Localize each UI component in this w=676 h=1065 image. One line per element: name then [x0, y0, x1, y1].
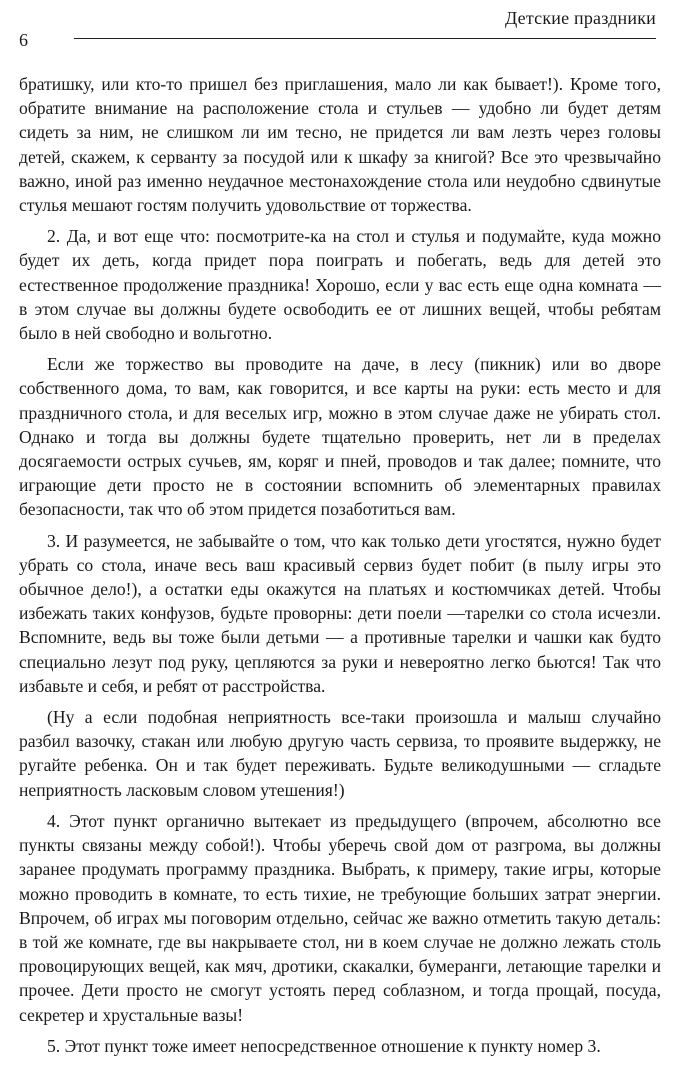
page-number: 6: [19, 30, 28, 50]
paragraph-item-4: 4. Этот пункт органично вытекает из предыдущего (впрочем, абсолютно все пункты связаны между собой!). Чтобы уберечь свой дом от разгрома, вы должны заранее продумать программу праздника. Выбрать, к примеру, такие игры, которые можно проводить в комнате, то есть тихие, не требующие больших затрат энергии. Впрочем, об играх мы поговорим отдельно, сейчас же важно отметить такую деталь: в той же комнате, где вы накрываете стол, ни в коем случае не должно лежать столь провоцирующих вещей, как мяч, дротики, скакалки, бумеранги, летающие тарелки и прочее. Дети просто не смогут устоять перед соблазном, и тогда прощай, посуда, секретер и хрустальные вазы!: [19, 810, 661, 1025]
paragraph-item-2: 2. Да, и вот еще что: посмотрите-ка на стол и стулья и подумайте, куда можно будет их деть, когда придет пора поиграть и побегать, ведь для детей это естественное продолжение праздника! Хорошо, если у вас есть еще одна комната — в этом случае вы должны будете освободить ее от лишних вещей, чтобы ребятам было в ней свободно и вольготно.: [19, 226, 661, 344]
header-rule: [74, 38, 656, 39]
paragraph-item-5: 5. Этот пункт тоже имеет непосредственное отношение к пункту номер 3.: [47, 1035, 601, 1056]
paragraph-item-3: 3. И разумеется, не забывайте о том, что как только дети угостятся, нужно будет убрать со стола, иначе весь ваш красивый сервиз будет побит (в пылу игры это обычное дело!), а остатки еды окажутся на платьях и костюмчиках детей. Чтобы избежать таких конфузов, будьте проворны: дети поели —тарелки со стола исчезли. Вспомните, ведь вы тоже были детьми — а противные тарелки и чашки как будто специально лезут под руку, цепляются за руки и невероятно легко бьются! Так что избавьте и себя, и ребят от расстройства.: [19, 530, 661, 696]
paragraph-continued: братишку, или кто-то пришел без приглашения, мало ли как бывает!). Кроме того, обратите внимание на расположение стола и стульев — удобно ли будет детям сидеть за ним, не слишком ли им тесно, не придется ли вам лезть через головы детей, скажем, к серванту за посудой или к шкафу за книгой? Все это чрезвычайно важно, иной раз именно неудачное местонахождение стола или неудобно сдвинутые стулья мешают гостям получить удовольствие от торжества.: [19, 74, 661, 216]
paragraph-outdoor: Если же торжество вы проводите на даче, в лесу (пикник) или во дворе собственного дома, то вам, как говорится, и все карты на руки: есть место и для праздничного стола, и для веселых игр, можно в этом случае даже не убирать стол. Однако и тогда вы должны будете тщательно проверить, нет ли в пределах досягаемости острых сучьев, ям, коряг и пней, проводов и так далее; помните, что играющие дети просто не в состоянии вспомнить об элементарных правилах безопасности, так что об этом придется позаботиться вам.: [19, 354, 661, 520]
text-body: [19, 72, 661, 1065]
running-title: Детские праздники: [504, 8, 656, 28]
paragraph-aside: (Ну а если подобная неприятность все-таки произошла и малыш случайно разбил вазочку, стакан или любую другую часть сервиза, то проявите выдержку, не ругайте ребенка. Он и так будет переживать. Будьте великодушными — сгладьте неприятность ласковым словом утешения!): [19, 707, 661, 800]
